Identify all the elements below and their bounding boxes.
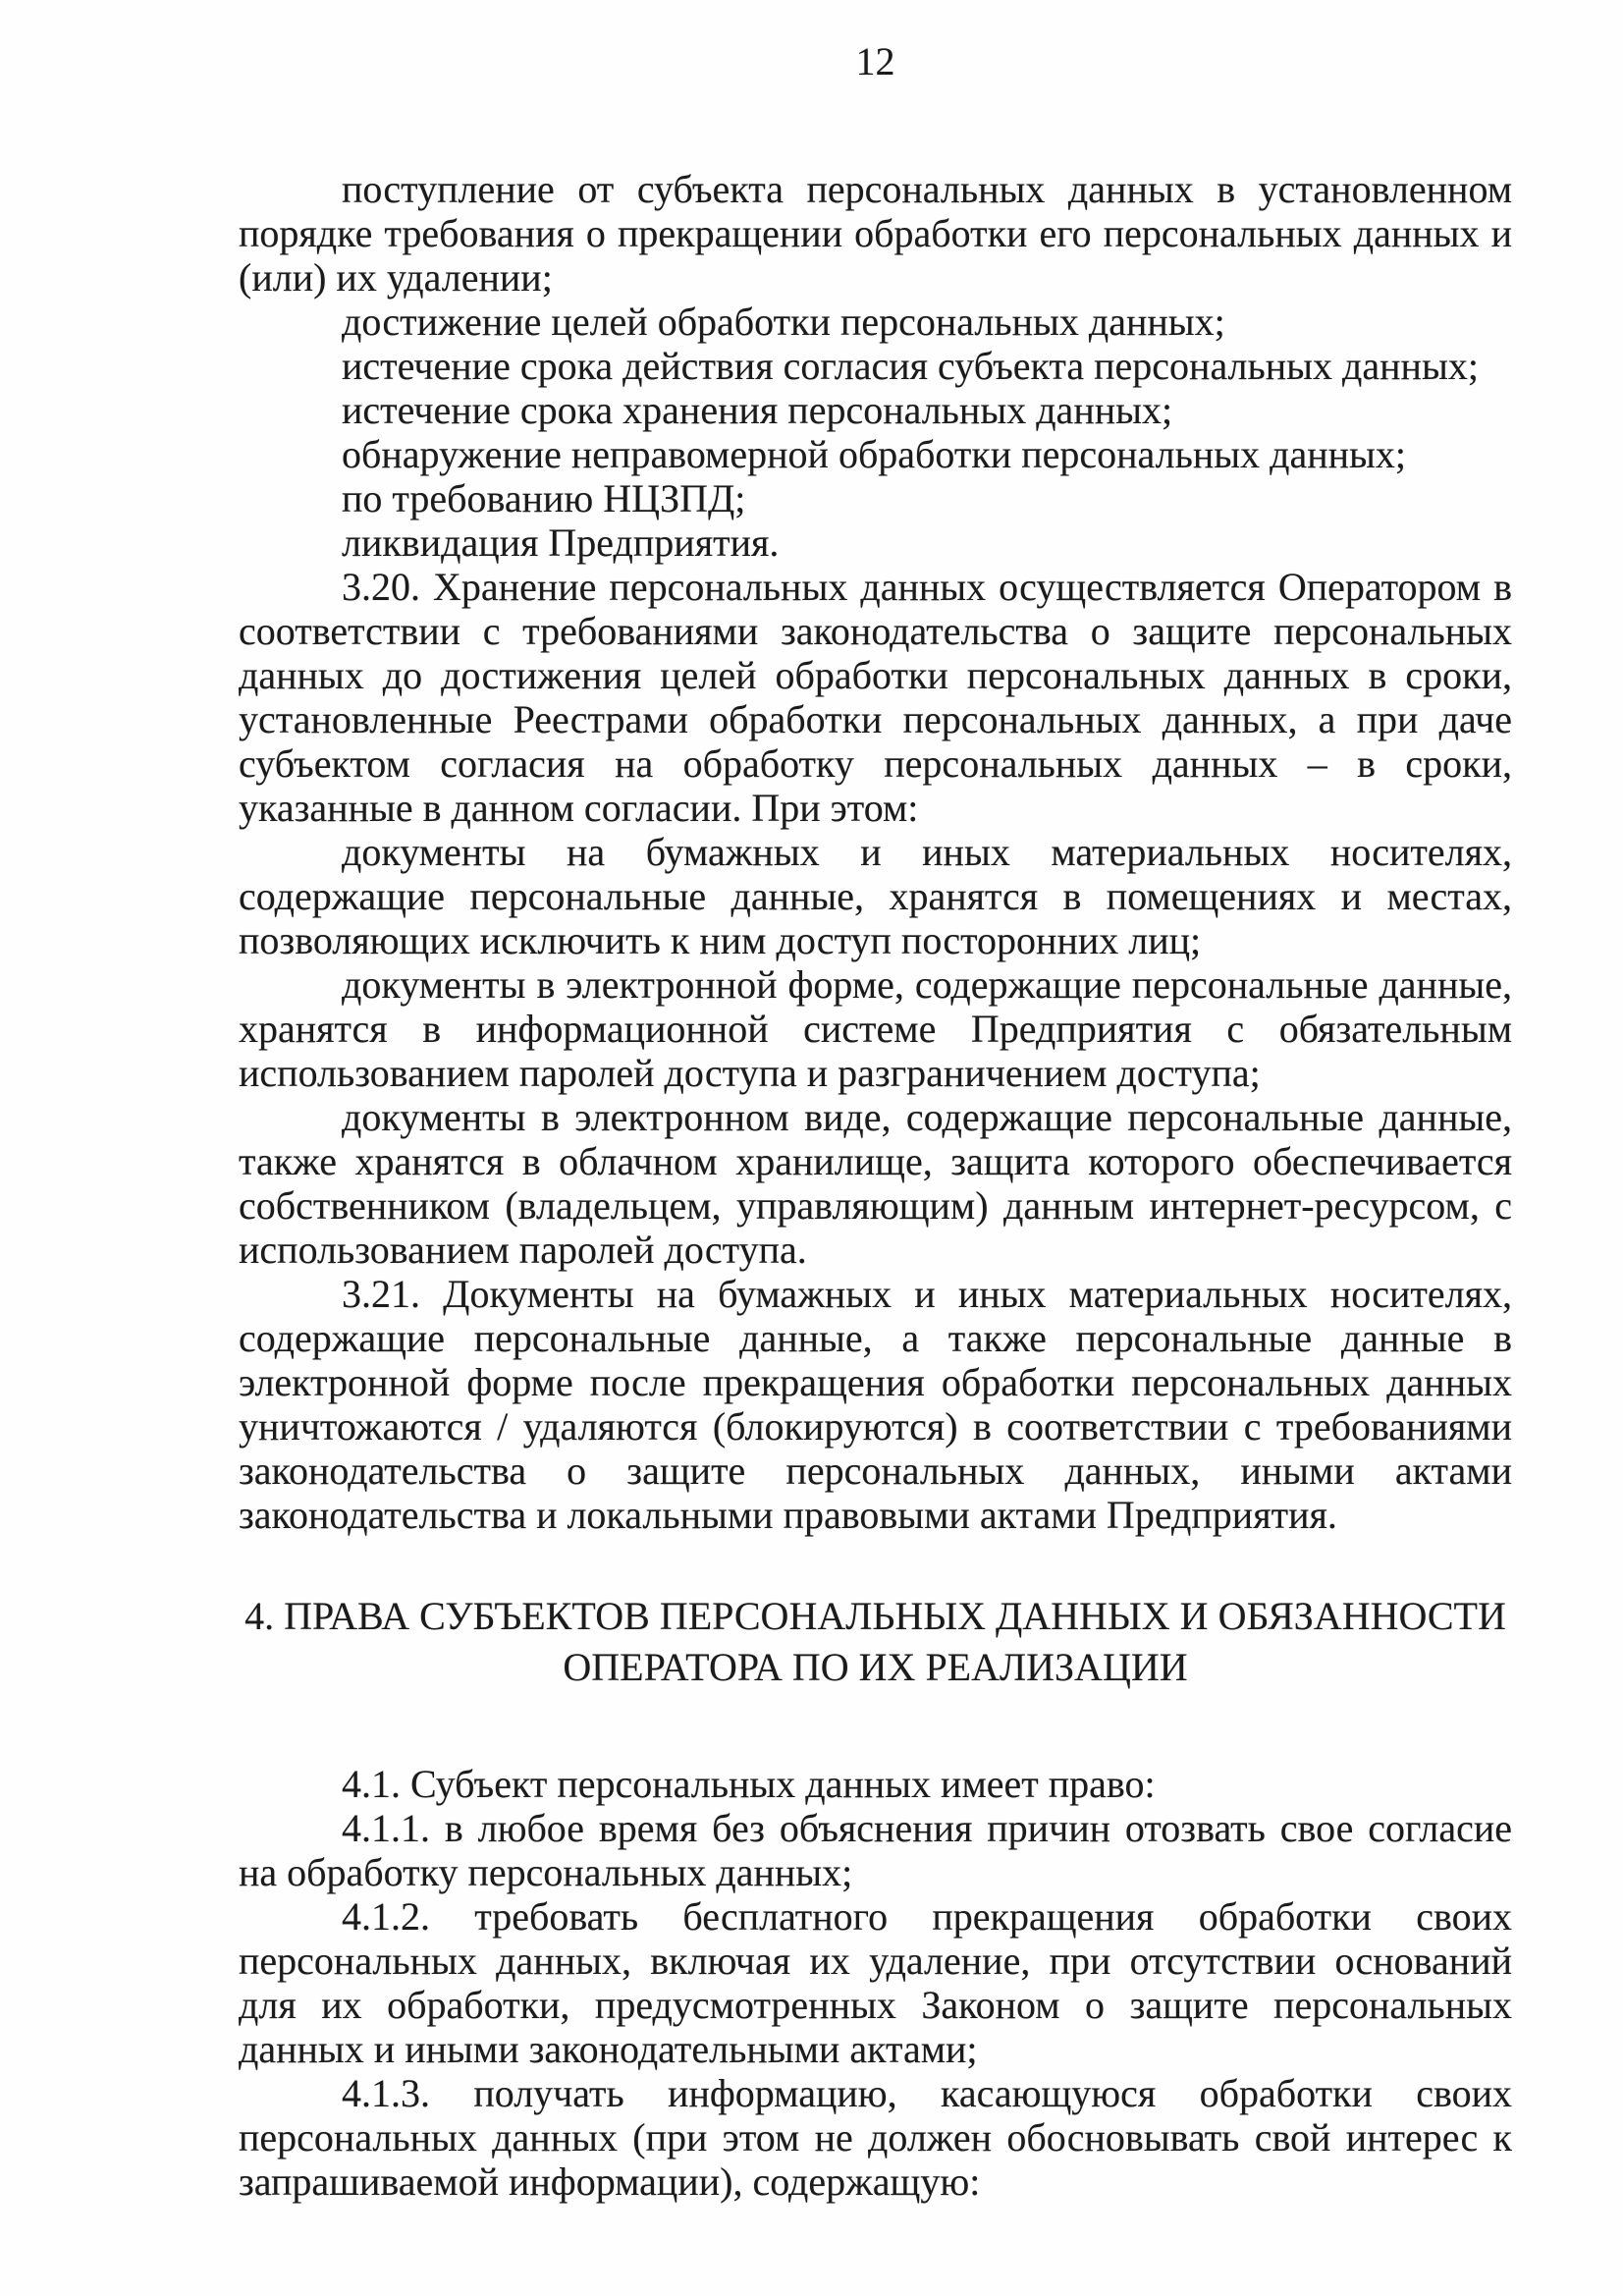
para-electronic-form-documents: документы в электронной форме, содержащие персональные данные, хранятся в информационной системе Предприятия с обязательным использованием паролей доступа и разграничением доступа; — [239, 962, 1512, 1095]
para-storage-expiry: истечение срока хранения персональных данных; — [342, 388, 1173, 432]
para-termination-request: поступление от субъекта персональных данных в установленном порядке требования о прекращении обработки его персональных данных и (или) их удалении; — [239, 167, 1512, 300]
para-3-20-storage: 3.20. Хранение персональных данных осуществляется Оператором в соответствии с требованиями законодательства о защите персональных данных до достижения целей обработки персональных данных в сроки, установленные Реестрами обработки персональных данных, а при даче субъектом согласия на обработку персональных данных – в сроки, указанные в данном согласии. При этом: — [239, 565, 1512, 830]
page-number: 12 — [855, 39, 895, 83]
para-3-21-destruction: 3.21. Документы на бумажных и иных материальных носителях, содержащие персональные данные, а также персональные данные в электронной форме после прекращения обработки персональных данных уничтожаются / удаляются (блокируются) в соответствии с требованиями законодательства о защите персональных данных, иными актами законодательства и локальными правовыми актами Предприятия. — [239, 1272, 1512, 1537]
para-paper-documents: документы на бумажных и иных материальных носителях, содержащие персональные данные, хранятся в помещениях и местах, позволяющих исключить к ним доступ посторонних лиц; — [239, 830, 1512, 962]
para-consent-expiry: истечение срока действия согласия субъекта персональных данных; — [342, 344, 1479, 388]
para-4-1-rights: 4.1. Субъект персональных данных имеет право: — [342, 1762, 1156, 1806]
para-cloud-storage-documents: документы в электронном виде, содержащие персональные данные, также хранятся в облачном хранилище, защита которого обеспечивается собственником (владельцем, управляющим) данным интернет-ресурсом, с использованием паролей доступа. — [239, 1095, 1512, 1272]
para-goal-achievement: достижение целей обработки персональных данных; — [342, 300, 1225, 344]
section-4-heading: 4. ПРАВА СУБЪЕКТОВ ПЕРСОНАЛЬНЫХ ДАННЫХ И ОБЯЗАННОСТИ ОПЕРАТОРА ПО ИХ РЕАЛИЗАЦИИ — [244, 1594, 1506, 1689]
text-block — [239, 39, 1512, 2204]
para-4-1-1-withdraw-consent: 4.1.1. в любое время без объяснения причин отозвать свое согласие на обработку персональных данных; — [239, 1806, 1512, 1894]
para-unlawful-processing: обнаружение неправомерной обработки персональных данных; — [342, 432, 1407, 476]
para-liquidation: ликвидация Предприятия. — [342, 520, 780, 565]
para-4-1-2-free-termination: 4.1.2. требовать бесплатного прекращения обработки своих персональных данных, включая их удаление, при отсутствии оснований для их обработки, предусмотренных Законом о защите персональных данных и иными законодательными актами; — [239, 1894, 1512, 2071]
para-4-1-3-receive-information: 4.1.3. получать информацию, касающуюся обработки своих персональных данных (при этом не должен обосновывать свой интерес к запрашиваемой информации), содержащую: — [239, 2071, 1512, 2204]
para-nczpd-demand: по требованию НЦЗПД; — [342, 476, 746, 520]
